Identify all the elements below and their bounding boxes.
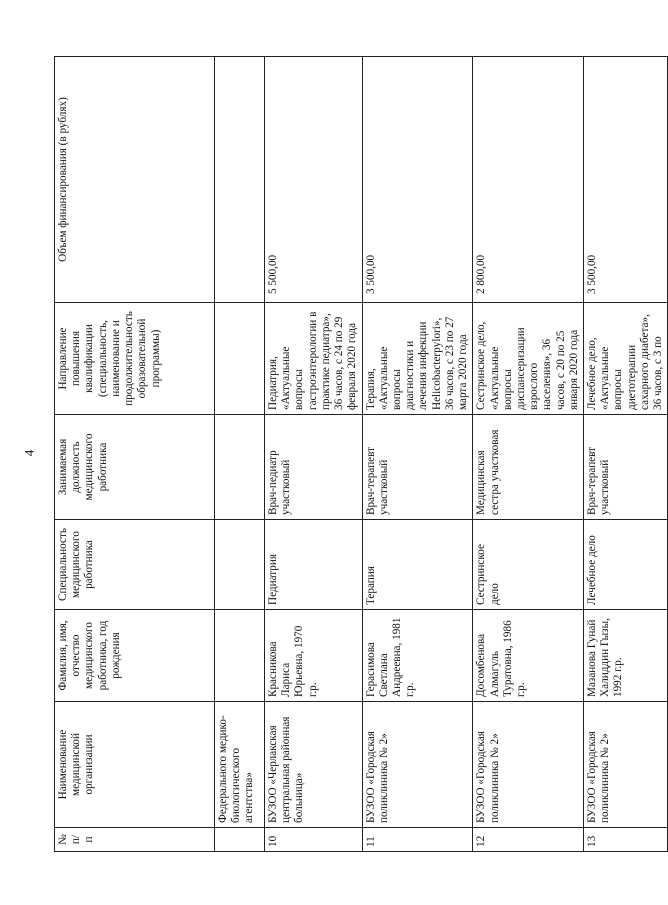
- row-fullname: Мазанова Гунай Халиддин Гызы, 1992 г.р.: [584, 610, 668, 702]
- section-empty-cell: [215, 520, 265, 610]
- section-empty-cell: [215, 610, 265, 702]
- row-specialty: Педиатрия: [265, 520, 363, 610]
- row-organization: БУЗОО «Городская поликлиника № 2»: [362, 702, 473, 828]
- row-course: Сестринское дело, «Актуальные вопросы диспансеризации взрослого населения», 36 часов, с 20 по 25 января 2020 года: [473, 303, 584, 415]
- row-organization: БУЗОО «Городская поликлиника № 2»: [584, 702, 668, 828]
- table-row: [584, 57, 668, 852]
- section-empty-cell: [215, 415, 265, 520]
- rotated-page: [54, 57, 665, 852]
- row-specialty: Лечебное дело: [584, 520, 668, 610]
- row-fullname: Досомбенова Алмагуль Туратовна, 1986 г.р.: [473, 610, 584, 702]
- row-amount: 2 800,00: [473, 57, 584, 303]
- row-number: 11: [362, 828, 473, 852]
- row-course: Терапия, «Актуальные вопросы диагностики и лечения инфекции Helicobacterpylori», 36 часов, с 23 по 27 марта 2020 года: [362, 303, 473, 415]
- header-fullname: Фамилия, имя, отчество медицинского работника, год рождения: [55, 610, 215, 702]
- training-table: [54, 56, 668, 852]
- table-row: [265, 57, 363, 852]
- header-number: № п/п: [55, 828, 215, 852]
- row-fullname: Красникова Лариса Юрьевна, 1970 г.р.: [265, 610, 363, 702]
- table-row: [473, 57, 584, 852]
- header-amount: Объем финансирования (в рублях): [55, 57, 215, 303]
- page-number: 4: [21, 449, 37, 457]
- row-course: Лечебное дело, «Актуальные вопросы диетотерапии сахарного диабета», 36 часов, с 3 по: [584, 303, 668, 415]
- row-position: Медицинская сестра участковая: [473, 415, 584, 520]
- section-empty-cell: [215, 303, 265, 415]
- row-amount: 3 500,00: [584, 57, 668, 303]
- row-amount: 3 500,00: [362, 57, 473, 303]
- row-organization: БУЗОО «Черлакская центральная районная больница»: [265, 702, 363, 828]
- section-row: [215, 57, 265, 852]
- header-course: Направление повышения квалификации (специальность, наименование и продолжительность образовательной программы): [55, 303, 215, 415]
- row-position: Врач-педиатр участковый: [265, 415, 363, 520]
- section-label: Федерального медико-биологического агентства»: [215, 702, 265, 828]
- row-course: Педиатрия, «Актуальные вопросы гастроэнтерологии в практике педиатра», 36 часов, с 24 по 29 февраля 2020 года: [265, 303, 363, 415]
- row-position: Врач-терапевт участковый: [362, 415, 473, 520]
- section-empty-cell: [215, 57, 265, 303]
- row-amount: 5 500,00: [265, 57, 363, 303]
- header-organization: Наименование медицинской организации: [55, 702, 215, 828]
- row-position: Врач-терапевт участковый: [584, 415, 668, 520]
- row-fullname: Герасимова Светлана Андреевна, 1981 г.р.: [362, 610, 473, 702]
- header-row: [55, 57, 215, 852]
- row-number: 13: [584, 828, 668, 852]
- row-specialty: Терапия: [362, 520, 473, 610]
- header-position: Занимаемая должность медицинского работника: [55, 415, 215, 520]
- row-number: 10: [265, 828, 363, 852]
- section-empty-cell: [215, 828, 265, 852]
- header-specialty: Специальность медицинского работника: [55, 520, 215, 610]
- table-row: [362, 57, 473, 852]
- row-organization: БУЗОО «Городская поликлиника № 2»: [473, 702, 584, 828]
- row-number: 12: [473, 828, 584, 852]
- row-specialty: Сестринское дело: [473, 520, 584, 610]
